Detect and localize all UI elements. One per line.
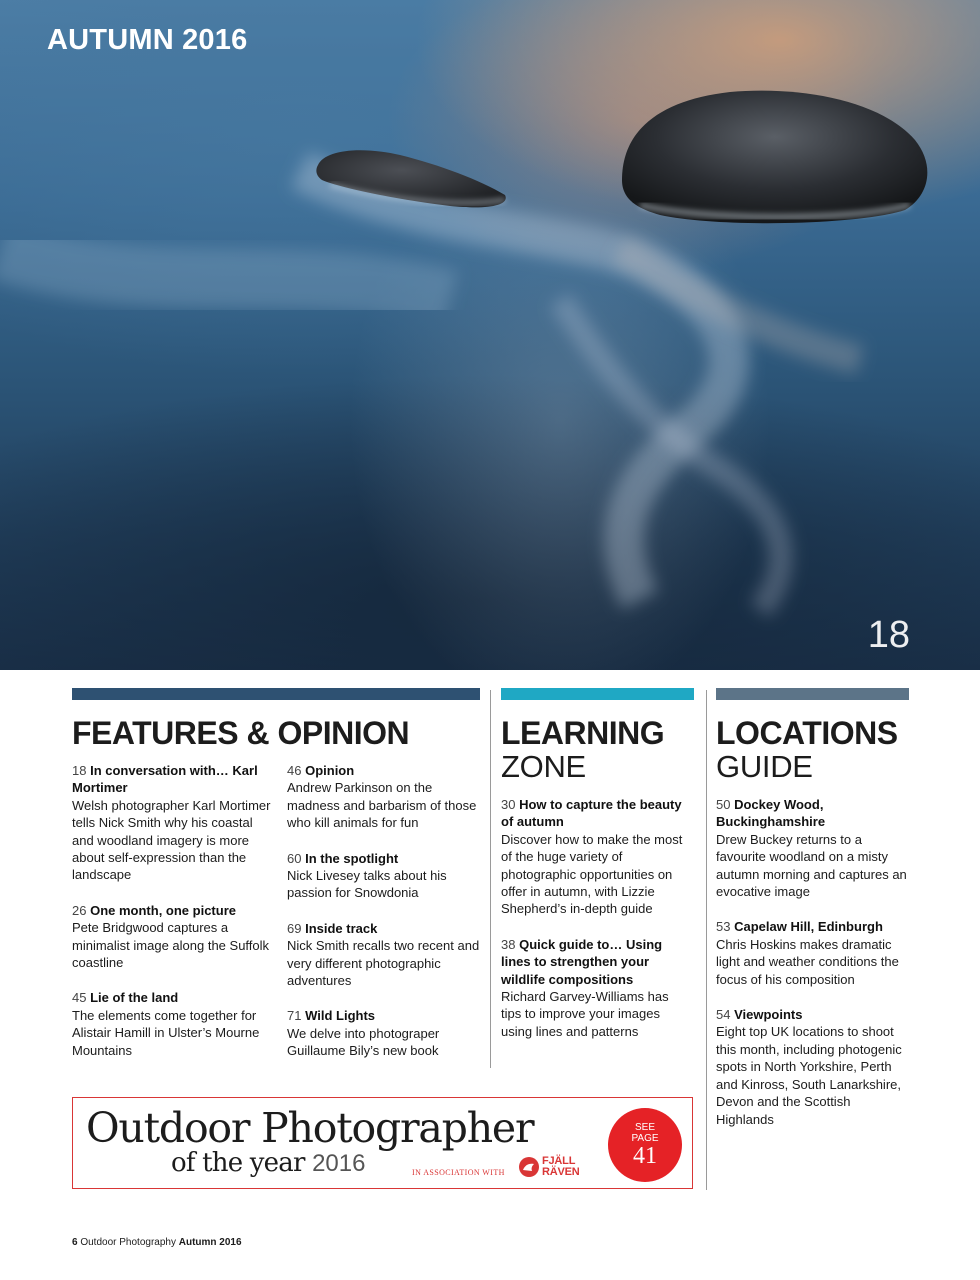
entry-description: Andrew Parkinson on the madness and barbarism of those who kill animals for fun [287, 780, 477, 831]
entry-title: Quick guide to… Using lines to strengthen your wildlife compositions [501, 936, 663, 987]
learning-color-bar [501, 688, 694, 700]
entry-title: Lie of the land [90, 990, 179, 1006]
award-banner[interactable] [72, 1097, 693, 1189]
learning-heading [501, 716, 664, 784]
badge-see-text: SEE [634, 1122, 655, 1133]
locations-heading [716, 716, 898, 784]
features-column-1 [72, 762, 272, 1059]
entry-title: In the spotlight [305, 850, 399, 866]
entry-title: One month, one picture [90, 902, 236, 918]
entry-page: 53 [716, 919, 731, 935]
folio-number: 6 [72, 1237, 78, 1248]
toc-entry[interactable] [501, 796, 691, 918]
entry-page: 69 [287, 920, 302, 936]
entry-page: 26 [72, 902, 87, 918]
entry-page: 60 [287, 850, 302, 866]
fox-logo-icon [519, 1157, 539, 1177]
toc-entry[interactable] [72, 902, 272, 972]
entry-title: Opinion [305, 763, 355, 778]
entry-description: Richard Garvey-Williams has tips to improve your images using lines and patterns [501, 989, 669, 1039]
entry-page: 54 [716, 1007, 731, 1023]
toc-entry[interactable] [287, 850, 482, 902]
see-page-badge[interactable] [608, 1108, 682, 1182]
sponsor-logo [519, 1155, 591, 1181]
entry-description: Nick Livesey talks about his passion for Snowdonia [287, 868, 447, 901]
badge-page-text: PAGE [631, 1133, 659, 1144]
toc-entry[interactable] [716, 1006, 911, 1128]
toc-entry[interactable] [716, 918, 911, 988]
entry-title: How to capture the beauty of autumn [501, 797, 682, 830]
association-label: IN ASSOCIATION WITH [412, 1168, 505, 1177]
award-title: Outdoor Photographer [86, 1104, 534, 1152]
entry-description: Discover how to make the most of the huge variety of photographic opportunities on offer in autumn, with Lizzie Shepherd’s in-depth guide [501, 831, 683, 917]
badge-label [608, 1122, 682, 1144]
entry-description: Welsh photographer Karl Mortimer tells Nick Smith why his coastal and woodland imagery is more about self-expression than the landscape [72, 797, 271, 883]
column-divider [706, 690, 707, 1190]
entry-description: Chris Hoskins makes dramatic light and weather conditions the focus of his composition [716, 936, 899, 987]
features-color-bar [72, 688, 480, 700]
toc-entry[interactable] [72, 989, 272, 1059]
entry-title: Dockey Wood, Buckinghamshire [716, 797, 826, 830]
issue-label: Autumn 2016 [178, 1237, 242, 1248]
entry-page: 30 [501, 797, 516, 812]
features-column-2 [287, 762, 482, 1060]
learning-column [501, 796, 691, 1040]
entry-title: Viewpoints [734, 1007, 803, 1023]
page-footer [72, 1237, 242, 1248]
award-subtitle-line [171, 1148, 365, 1179]
photo-page-reference: 18 [867, 614, 910, 656]
entry-description: Pete Bridgwood captures a minimalist image along the Suffolk coastline [72, 920, 270, 971]
entry-page: 18 [72, 763, 87, 778]
entry-title: In conversation with… Karl Mortimer [72, 763, 258, 796]
features-heading: FEATURES & OPINION [72, 715, 410, 751]
entry-title: Capelaw Hill, Edinburgh [734, 919, 883, 935]
toc-entry[interactable] [287, 920, 482, 990]
entry-page: 38 [501, 936, 516, 952]
award-year: 2016 [312, 1150, 366, 1177]
toc-entry[interactable] [287, 762, 482, 832]
entry-description: Eight top UK locations to shoot this month, including photogenic spots in North Yorkshire, Perth and Kinross, South Lanarkshire, Devon and the Scottish Highlands [716, 1024, 902, 1127]
entry-page: 50 [716, 797, 731, 812]
toc-entry[interactable] [287, 1007, 482, 1059]
sponsor-line-1: FJÄLL [542, 1155, 576, 1167]
entry-description: The elements come together for Alistair Hamill in Ulster’s Mourne Mountains [72, 1007, 260, 1058]
locations-subtitle: GUIDE [716, 749, 813, 784]
learning-subtitle: ZONE [501, 749, 586, 784]
entry-description: Nick Smith recalls two recent and very different photographic adventures [287, 938, 480, 989]
learning-title: LEARNING [501, 715, 665, 751]
entry-title: Inside track [305, 920, 378, 936]
issue-season-label: AUTUMN 2016 [47, 24, 248, 56]
badge-page-number: 41 [633, 1143, 657, 1169]
entry-title: Wild Lights [305, 1008, 376, 1024]
entry-page: 46 [287, 763, 302, 778]
locations-color-bar [716, 688, 909, 700]
locations-column [716, 796, 911, 1128]
locations-title: LOCATIONS [716, 715, 898, 751]
toc-entry[interactable] [501, 936, 691, 1040]
sponsor-line-2: RÄVEN [542, 1166, 580, 1178]
entry-description: We delve into photograper Guillaume Bily’s new book [287, 1025, 440, 1059]
magazine-name: Outdoor Photography [80, 1237, 176, 1248]
award-subtitle: of the year [171, 1148, 305, 1178]
entry-page: 71 [287, 1008, 302, 1024]
large-rock [622, 91, 927, 224]
toc-entry[interactable] [72, 762, 272, 884]
sponsor-wordmark [542, 1156, 580, 1178]
entry-description: Drew Buckey returns to a favourite woodland on a misty autumn morning and captures an evocative image [716, 831, 907, 900]
entry-page: 45 [72, 990, 87, 1006]
column-divider [490, 690, 491, 1068]
toc-entry[interactable] [716, 796, 911, 900]
